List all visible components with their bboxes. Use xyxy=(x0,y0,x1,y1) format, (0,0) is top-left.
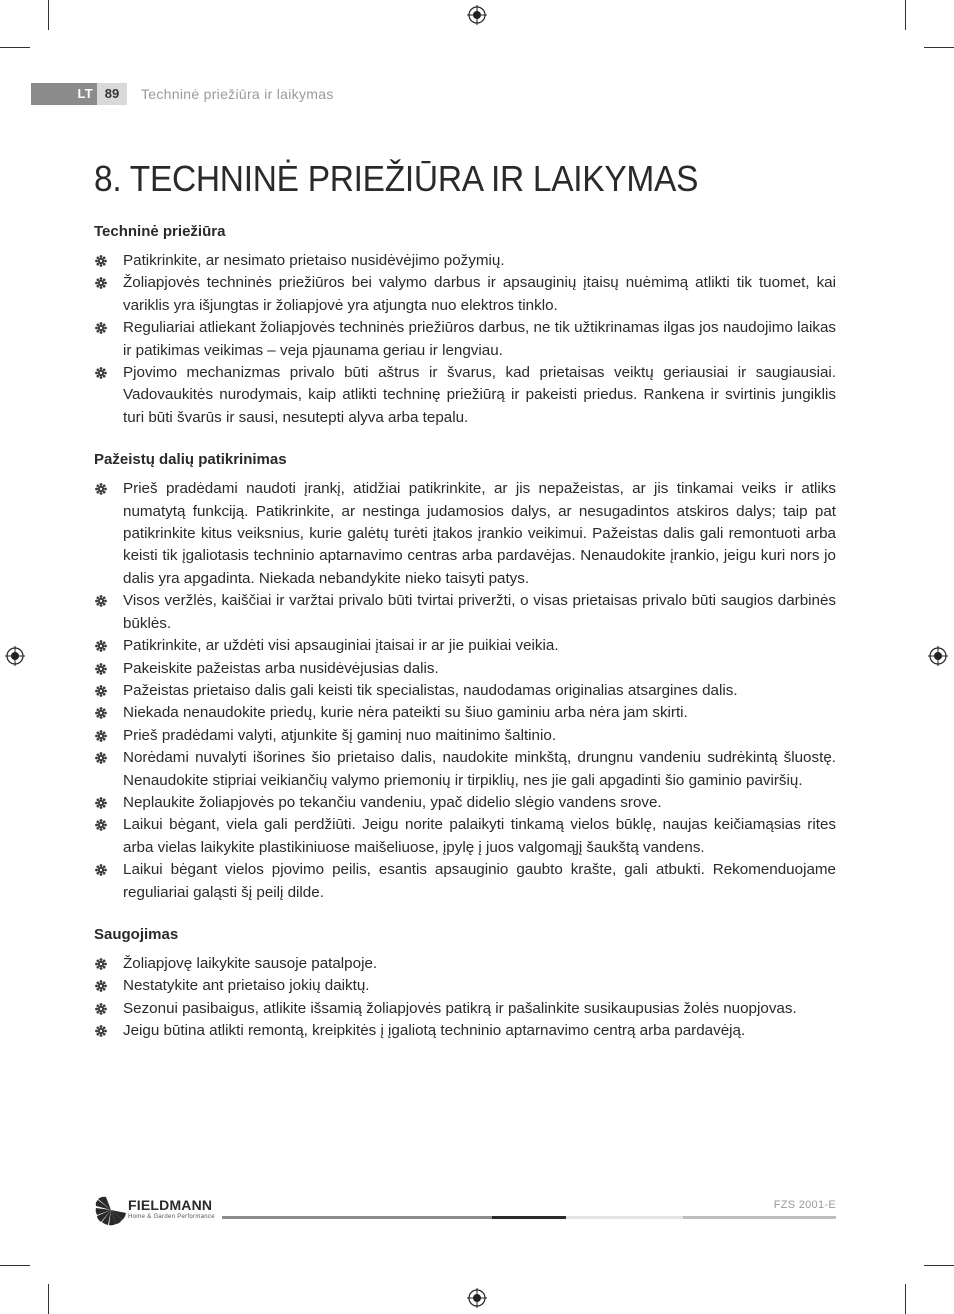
gear-flower-bullet-icon xyxy=(95,819,107,831)
list-item-text: Prieš pradėdami naudoti įrankį, atidžiai patikrinkite, ar jis nepažeistas, ar jis tinkamai veiks ir atliks numatytą funkciją. Patikrinkite, ar nestinga judamosios dalys, ar nesugadintos atskiros dalys; taip pat patikrinkite kitus veiksnius, kurie galėtų turėti įtakos įrankio veikimui. Pažeistas dalis gali remontuoti arba keisti tik įgaliotasis techninio aptarnavimo centras arba pardavėjas. Nenaudokite įrankio, jeigu kuri nors jo dalis yra apgadinta. Niekada nebandykite nieko taisyti patys. xyxy=(123,480,836,587)
list-item-text: Pjovimo mechanizmas privalo būti aštrus ir švarus, kad prietaisas veiktų geriausiai ir saugiausiai. Vadovaukitės nurodymais, kaip atlikti techninę priežiūrą ir pakeisti priedus. Rankena ir svirtinis jungiklis turi būti švarūs ir sausi, nesutepti alyva arba tepalu. xyxy=(123,364,836,426)
gear-flower-bullet-icon xyxy=(95,483,107,495)
language-tab xyxy=(31,83,97,105)
list-item xyxy=(94,1020,836,1042)
gear-flower-bullet-icon xyxy=(95,980,107,992)
list-item xyxy=(94,478,836,590)
bullet-list xyxy=(94,953,836,1043)
list-item xyxy=(94,680,836,702)
list-item xyxy=(94,747,836,792)
list-item xyxy=(94,975,836,997)
page-number: 89 xyxy=(97,83,127,105)
document-body xyxy=(94,222,836,1064)
gear-flower-bullet-icon xyxy=(95,255,107,267)
list-item-text: Visos veržlės, kaiščiai ir varžtai privalo būti tvirtai priveržti, o visas prietaisas privalo būti saugios darbinės būklės. xyxy=(123,592,836,632)
list-item xyxy=(94,635,836,657)
gear-flower-bullet-icon xyxy=(95,864,107,876)
list-item-text: Jeigu būtina atlikti remontą, kreipkitės į įgaliotą techninio aptarnavimo centrą arba pardavėją. xyxy=(123,1022,746,1040)
footer-rule xyxy=(683,1216,836,1219)
gear-flower-bullet-icon xyxy=(95,322,107,334)
list-item xyxy=(94,362,836,429)
gear-flower-bullet-icon xyxy=(95,367,107,379)
crop-mark xyxy=(924,1265,954,1266)
section-heading: Techninė priežiūra xyxy=(94,223,226,240)
registration-mark-icon xyxy=(928,646,948,666)
crop-mark xyxy=(48,0,49,30)
brand-tagline: Home & Garden Performance xyxy=(128,1214,215,1220)
language-code: LT xyxy=(77,86,93,101)
brand-name: FIELDMANN xyxy=(128,1197,213,1213)
list-item-text: Pakeiskite pažeistas arba nusidėvėjusias dalis. xyxy=(123,659,439,677)
fieldmann-fan-logo-icon xyxy=(94,1193,128,1227)
list-item xyxy=(94,658,836,680)
gear-flower-bullet-icon xyxy=(95,752,107,764)
list-item-text: Žoliapjovę laikykite sausoje patalpoje. xyxy=(123,954,378,972)
gear-flower-bullet-icon xyxy=(95,1025,107,1037)
list-item xyxy=(94,725,836,747)
page-header-bar xyxy=(31,83,127,105)
gear-flower-bullet-icon xyxy=(95,685,107,697)
crop-mark xyxy=(48,1284,49,1314)
model-number: FZS 2001-E xyxy=(773,1199,836,1211)
footer-rule xyxy=(566,1216,683,1219)
crop-mark xyxy=(0,1265,30,1266)
list-item-text: Prieš pradėdami valyti, atjunkite šį gaminį nuo maitinimo šaltinio. xyxy=(123,726,557,744)
bullet-list xyxy=(94,250,836,429)
list-item xyxy=(94,859,836,904)
bullet-list xyxy=(94,478,836,904)
list-item xyxy=(94,792,836,814)
registration-mark-icon xyxy=(467,1288,487,1308)
gear-flower-bullet-icon xyxy=(95,1003,107,1015)
crop-mark xyxy=(905,1284,906,1314)
list-item-text: Patikrinkite, ar nesimato prietaiso nusidėvėjimo požymių. xyxy=(123,252,505,269)
list-item xyxy=(94,317,836,362)
list-item-text: Nestatykite ant prietaiso jokių daiktų. xyxy=(123,977,370,995)
list-item-text: Laikui bėgant vielos pjovimo peilis, esantis apsauginio gaubto krašte, gali atbukti. Rekomenduojame reguliariai galąsti šį peilį dilde. xyxy=(123,861,836,901)
gear-flower-bullet-icon xyxy=(95,707,107,719)
section xyxy=(94,222,836,429)
footer-rule xyxy=(222,1216,492,1219)
list-item xyxy=(94,953,836,975)
registration-mark-icon xyxy=(5,646,25,666)
list-item-text: Žoliapjovės techninės priežiūros bei valymo darbus ir apsauginių įtaisų nuėmimą atlikti tik tuomet, kai variklis yra išjungtas ir žoliapjovė yra atjungta nuo elektros tinklo. xyxy=(123,274,836,314)
list-item xyxy=(94,814,836,859)
list-item-text: Patikrinkite, ar uždėti visi apsauginiai įtaisai ir ar jie puikiai veikia. xyxy=(123,637,559,655)
list-item-text: Laikui bėgant, viela gali perdžiūti. Jeigu norite palaikyti tinkamą vielos būklę, naujas keičiamąsias rites arba vielas laikykite plastikiniuose maišeliuose, įpylę į juos valgomąjį šaukštą vandens. xyxy=(123,816,836,856)
list-item-text: Norėdami nuvalyti išorines šio prietaiso dalis, naudokite minkštą, drungnu vandeniu sudrėkintą šluostę. Nenaudokite stipriai veikiančių valymo priemonių ir tirpiklių, nes jie gali apgadinti šio gaminio paviršių. xyxy=(123,749,836,789)
running-title: Techninė priežiūra ir laikymas xyxy=(141,86,334,102)
section-heading: Saugojimas xyxy=(94,925,179,943)
gear-flower-bullet-icon xyxy=(95,730,107,742)
gear-flower-bullet-icon xyxy=(95,277,107,289)
gear-flower-bullet-icon xyxy=(95,797,107,809)
crop-mark xyxy=(0,47,30,48)
list-item-text: Niekada nenaudokite priedų, kurie nėra pateikti su šiuo gaminiu arba nėra jam skirti. xyxy=(123,704,688,722)
section xyxy=(94,925,836,1043)
list-item xyxy=(94,250,836,272)
footer-rule xyxy=(492,1216,566,1219)
gear-flower-bullet-icon xyxy=(95,958,107,970)
registration-mark-icon xyxy=(467,5,487,25)
list-item-text: Reguliariai atliekant žoliapjovės techninės priežiūros darbus, ne tik užtikrinamas ilgas jos naudojimo laikas ir patikimas veikimas – veja pjaunama geriau ir lengviau. xyxy=(123,319,836,359)
gear-flower-bullet-icon xyxy=(95,595,107,607)
list-item-text: Pažeistas prietaiso dalis gali keisti tik specialistas, naudodamas originalias atsargines dalis. xyxy=(123,681,738,699)
list-item xyxy=(94,272,836,317)
section xyxy=(94,450,836,904)
section-heading: Pažeistų dalių patikrinimas xyxy=(94,451,287,469)
list-item xyxy=(94,702,836,724)
list-item xyxy=(94,998,836,1020)
crop-mark xyxy=(924,47,954,48)
list-item-text: Neplaukite žoliapjovės po tekančiu vandeniu, ypač didelio slėgio vandens srove. xyxy=(123,793,662,811)
page-title: 8. TECHNINĖ PRIEŽIŪRA IR LAIKYMAS xyxy=(94,158,699,199)
gear-flower-bullet-icon xyxy=(95,640,107,652)
crop-mark xyxy=(905,0,906,30)
list-item-text: Sezonui pasibaigus, atlikite išsamią žoliapjovės patikrą ir pašalinkite susikaupusias žolės nuopjovas. xyxy=(123,999,797,1017)
list-item xyxy=(94,590,836,635)
gear-flower-bullet-icon xyxy=(95,663,107,675)
